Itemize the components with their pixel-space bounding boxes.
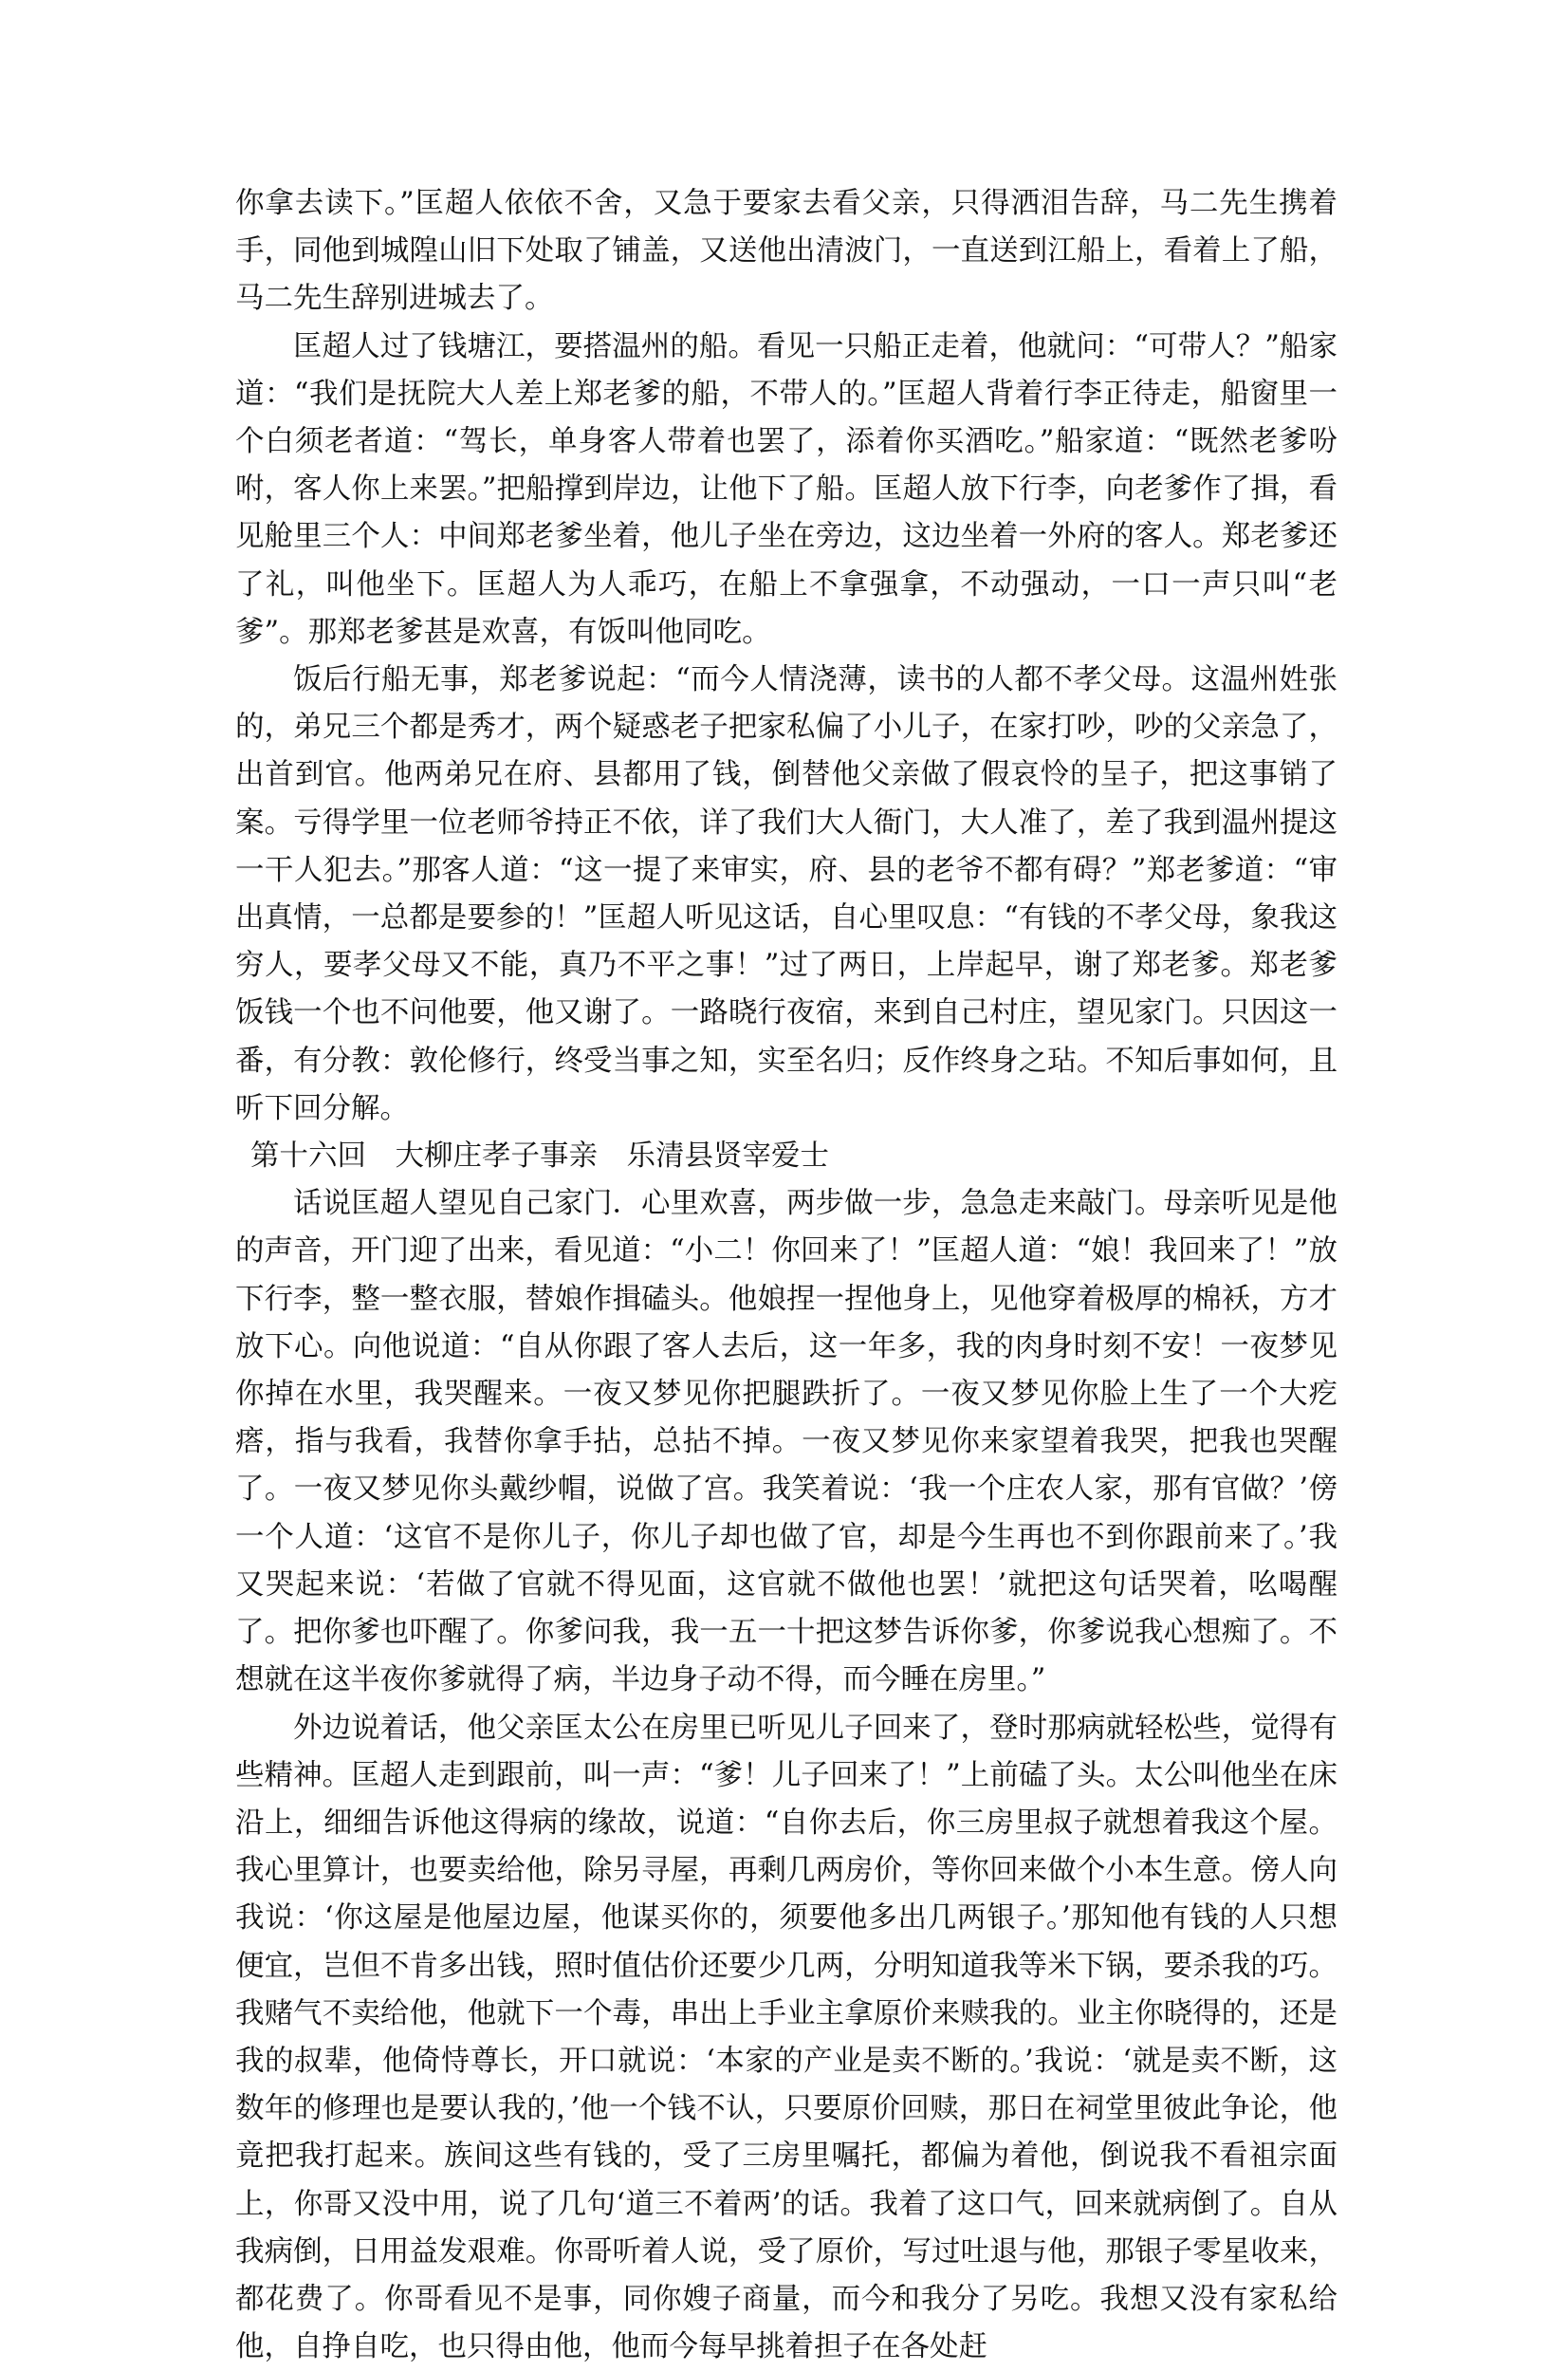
paragraph: 外边说着话，他父亲匡太公在房里已听见儿子回来了，登时那病就轻松些，觉得有些精神。匡超人走到跟前，叫一声：“爹！儿子回来了！”上前磕了头。太公叫他坐在床沿上，细细告诉他这得病的缘故，说道：“自你去后，你三房里叔子就想着我这个屋。我心里算计，也要卖给他，除另寻屋，再剩几两房价，等你回来做个小本生意。傍人向我说：‘你这屋是他屋边屋，他谋买你的，须要他多出几两银子。’那知他有钱的人只想便宜，岂但不肯多出钱，照时值估价还要少几两，分明知道我等米下锅，要杀我的巧。我赌气不卖给他，他就下一个毒，串出上手业主拿原价来赎我的。业主你晓得的，还是我的叔辈，他倚恃尊长，开口就说：‘本家的产业是卖不断的。’我说：‘就是卖不断，这数年的修理也是要认我的，’他一个钱不认，只要原价回赎，那日在祠堂里彼此争论，他竟把我打起来。族间这些有钱的，受了三房里嘱托，都偏为着他，倒说我不看祖宗面上，你哥又没中用，说了几句‘道三不着两’的话。我着了这口气，回来就病倒了。自从我病倒，日用益发艰难。你哥听着人说，受了原价，写过吐退与他，那银子零星收来，都花费了。你哥看见不是事，同你嫂子商量，而今和我分了另吃。我想又没有家私给他，自挣自吃，也只得由他，他而今每早挑着担子在各处赶 xyxy=(235,1705,1337,2371)
paragraph: 匡超人过了钱塘江，要搭温州的船。看见一只船正走着，他就问：“可带人？”船家道：“我们是抚院大人差上郑老爹的船，不带人的。”匡超人背着行李正待走，船窗里一个白须老者道：“驾长，单身客人带着也罢了，添着你买酒吃。”船家道：“既然老爹吩咐，客人你上来罢。”把船撑到岸边，让他下了船。匡超人放下行李，向老爹作了揖，看见舱里三个人：中间郑老爹坐着，他儿子坐在旁边，这边坐着一外府的客人。郑老爹还了礼，叫他坐下。匡超人为人乖巧，在船上不拿强拿，不动强动，一口一声只叫“老爹”。那郑老爹甚是欢喜，有饭叫他同吃。 xyxy=(235,324,1337,657)
chapter-heading: 第十六回 大柳庄孝子事亲 乐清县贤宰爱士 xyxy=(235,1133,1337,1180)
paragraph: 饭后行船无事，郑老爹说起：“而今人情浇薄，读书的人都不孝父母。这温州姓张的，弟兄三个都是秀才，两个疑惑老子把家私偏了小儿子，在家打吵，吵的父亲急了，出首到官。他两弟兄在府、县都用了钱，倒替他父亲做了假哀怜的呈子，把这事销了案。亏得学里一位老师爷持正不依，详了我们大人衙门，大人准了，差了我到温州提这一干人犯去。”那客人道：“这一提了来审实，府、县的老爷不都有碍？”郑老爹道：“审出真情，一总都是要参的！”匡超人听见这话，自心里叹息：“有钱的不孝父母，象我这穷人，要孝父母又不能，真乃不平之事！”过了两日，上岸起早，谢了郑老爹。郑老爹饭钱一个也不问他要，他又谢了。一路晓行夜宿，来到自己村庄，望见家门。只因这一番，有分教：敦伦修行，终受当事之知，实至名归；反作终身之玷。不知后事如何，且听下回分解。 xyxy=(235,657,1337,1133)
paragraph: 话说匡超人望见自己家门．心里欢喜，两步做一步，急急走来敲门。母亲听见是他的声音，开门迎了出来，看见道：“小二！你回来了！”匡超人道：“娘！我回来了！”放下行李，整一整衣服，替娘作揖磕头。他娘捏一捏他身上，见他穿着极厚的棉袄，方才放下心。向他说道：“自从你跟了客人去后，这一年多，我的肉身时刻不安！一夜梦见你掉在水里，我哭醒来。一夜又梦见你把腿跌折了。一夜又梦见你脸上生了一个大疙瘩，指与我看，我替你拿手拈，总拈不掉。一夜又梦见你来家望着我哭，把我也哭醒了。一夜又梦见你头戴纱帽，说做了宫。我笑着说：‘我一个庄农人家，那有官做？’傍一个人道：‘这官不是你儿子，你儿子却也做了官，却是今生再也不到你跟前来了。’我又哭起来说：‘若做了官就不得见面，这官就不做他也罢！’就把这句话哭着，吆喝醒了。把你爹也吓醒了。你爹问我，我一五一十把这梦告诉你爹，你爹说我心想痴了。不想就在这半夜你爹就得了病，半边身子动不得，而今睡在房里。” xyxy=(235,1180,1337,1704)
paragraph-continuation: 你拿去读下。”匡超人依依不舍，又急于要家去看父亲，只得洒泪告辞，马二先生携着手，同他到城隍山旧下处取了铺盖，又送他出清波门，一直送到江船上，看着上了船，马二先生辞别进城去了。 xyxy=(235,180,1337,324)
text-body xyxy=(235,180,1337,2371)
